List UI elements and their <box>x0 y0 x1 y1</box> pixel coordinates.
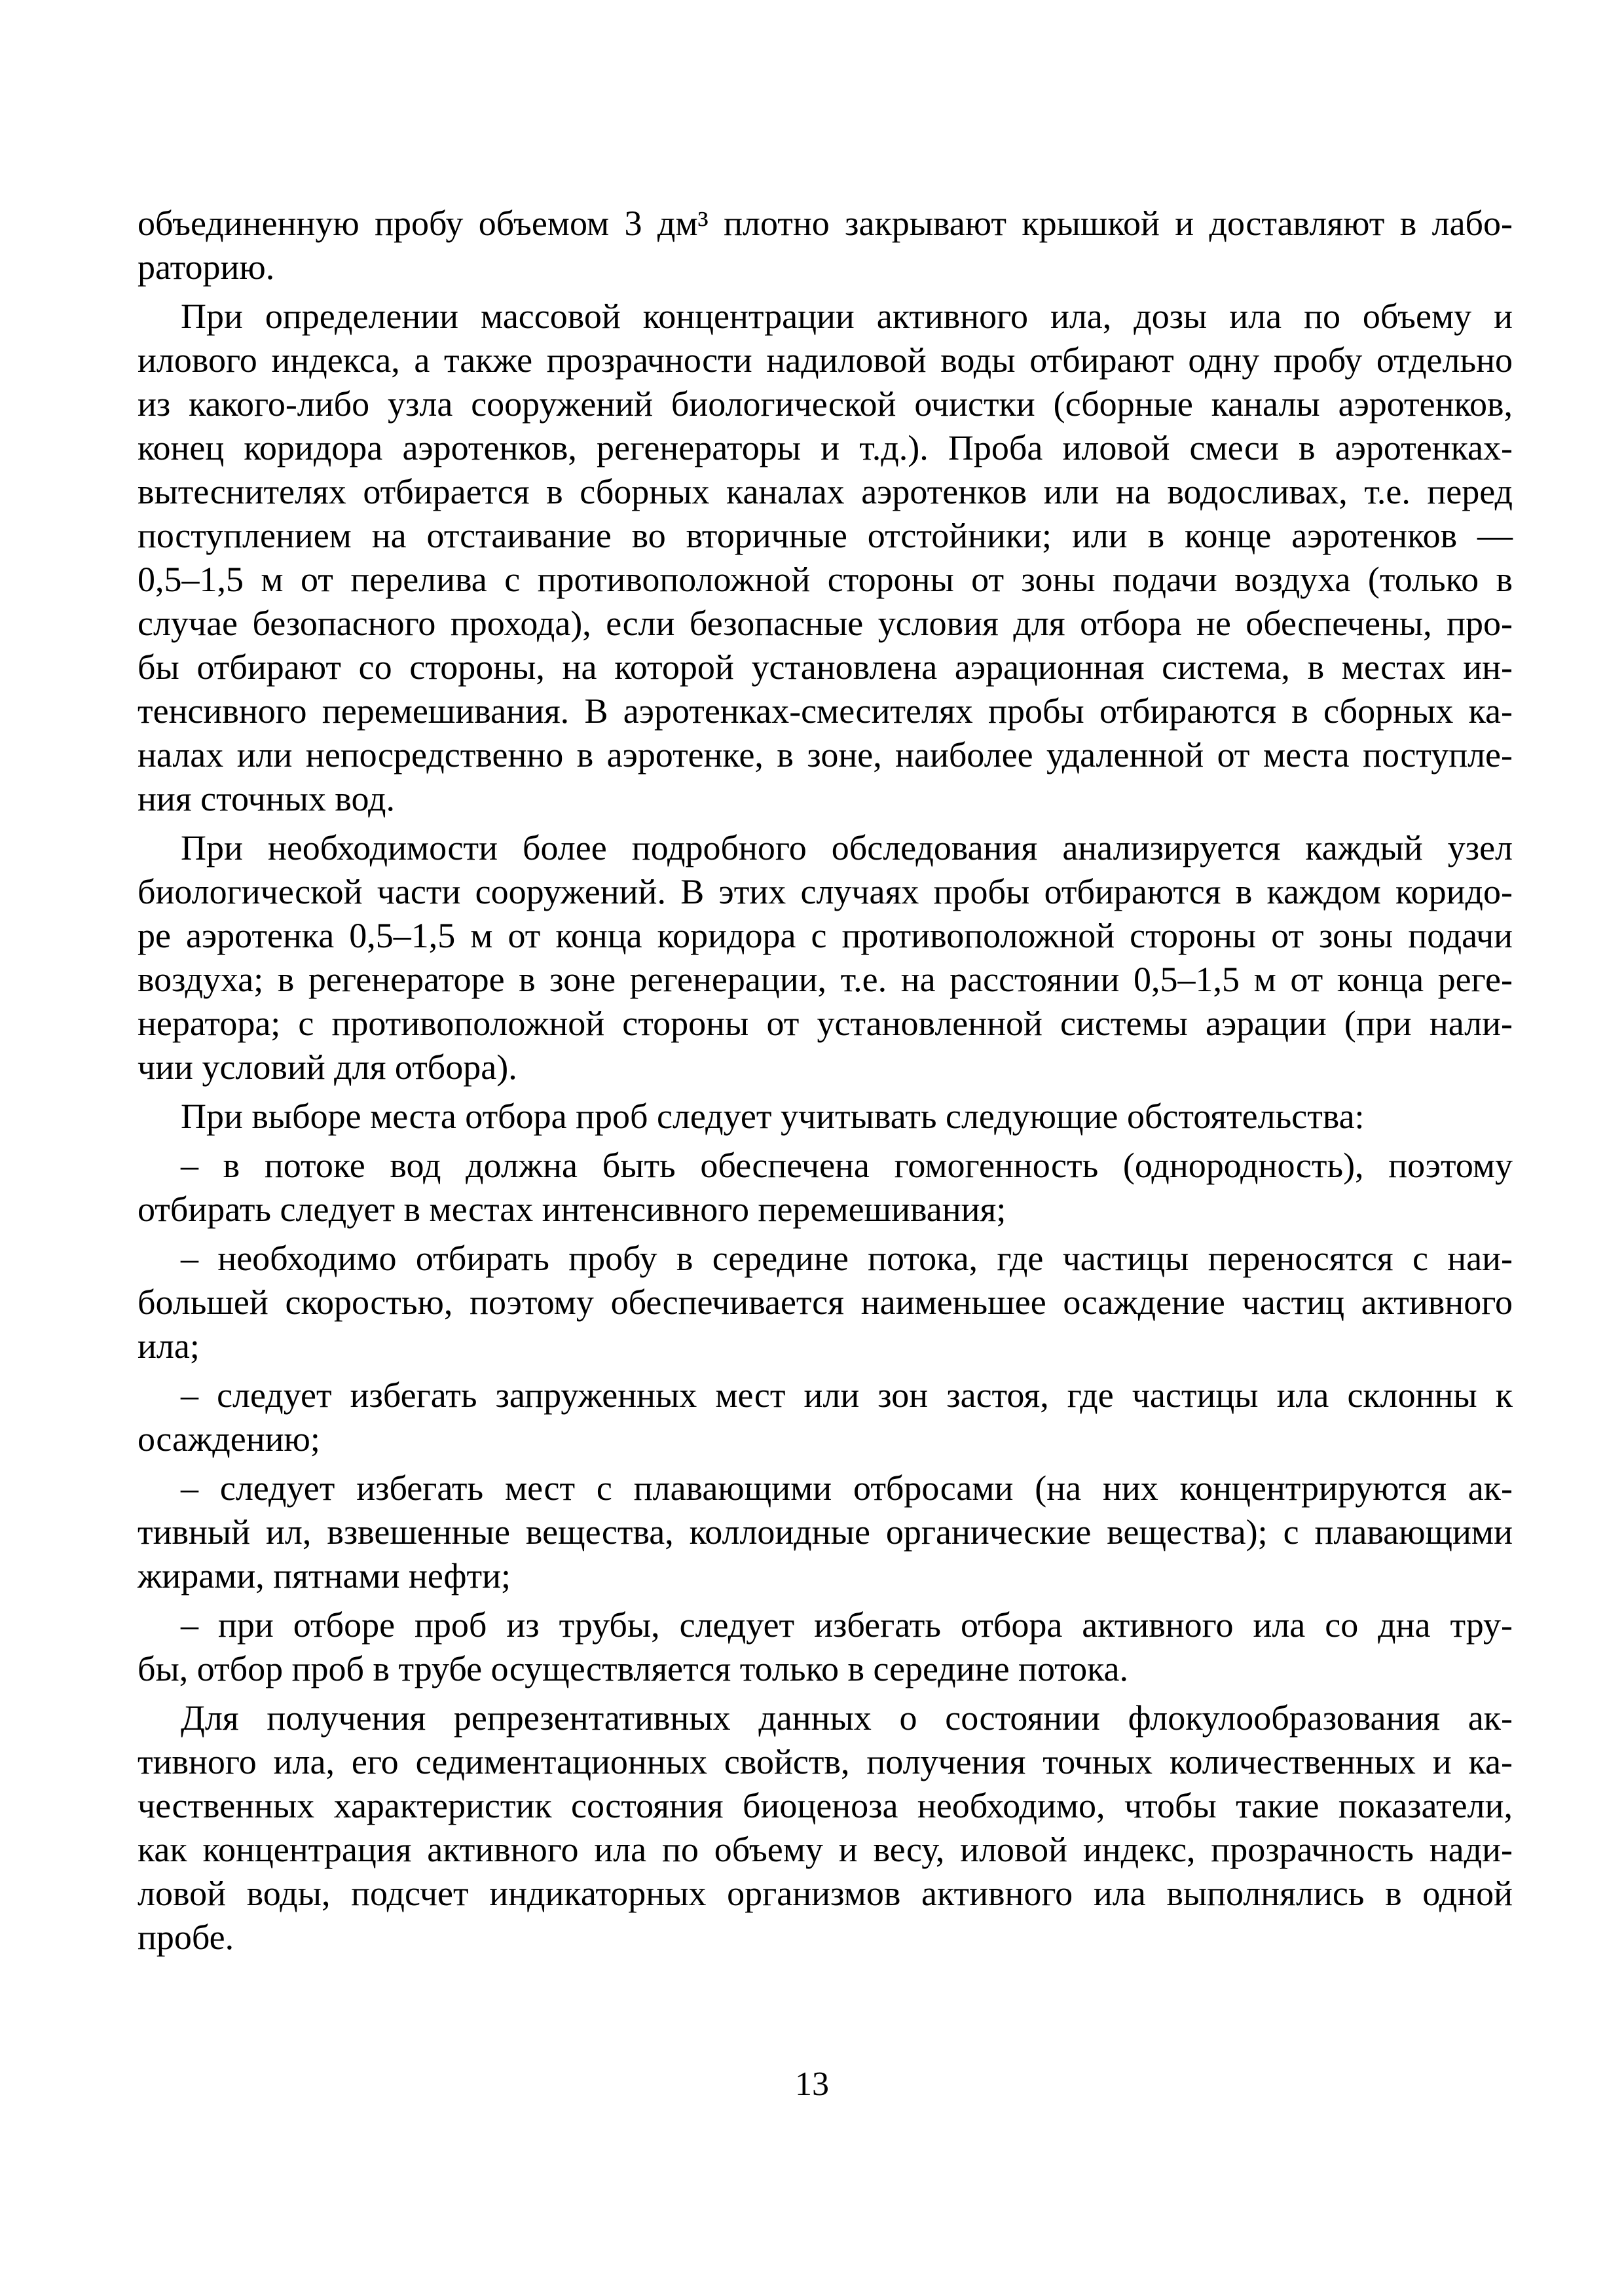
text-line: илового индекса, а также прозрачности надиловой воды отбирают одну пробу отдельно <box>138 340 1513 380</box>
text-line: пробе. <box>138 1918 234 1957</box>
text-line: – при отборе проб из трубы, следует избегать отбора активного ила со дна тру- <box>181 1605 1513 1645</box>
text-line: тивного ила, его седиментационных свойств, получения точных количественных и ка- <box>138 1742 1513 1781</box>
text-line: При выборе места отбора проб следует учитывать следующие обстоятельства: <box>181 1097 1365 1136</box>
paragraph <box>138 295 1513 821</box>
text-line: тивный ил, взвешенные вещества, коллоидные органические вещества); с плавающими <box>138 1512 1513 1552</box>
paragraph <box>138 1237 1513 1368</box>
text-line: нератора; с противоположной стороны от установленной системы аэрации (при нали- <box>138 1004 1513 1043</box>
text-line: – в потоке вод должна быть обеспечена гомогенность (однородность), поэтому <box>181 1146 1513 1185</box>
text-line: ила; <box>138 1326 200 1366</box>
text-line: чии условий для отбора). <box>138 1048 517 1087</box>
text-line: бы отбирают со стороны, на которой установлена аэрационная система, в местах ин- <box>138 647 1513 687</box>
page-number: 13 <box>795 2066 829 2103</box>
text-line: чественных характеристик состояния биоценоза необходимо, чтобы такие показатели, <box>138 1786 1513 1825</box>
paragraph <box>138 1603 1513 1691</box>
text-line: – следует избегать запруженных мест или зон застоя, где частицы ила склонны к <box>181 1376 1513 1415</box>
text-line: налах или непосредственно в аэротенке, в зоне, наиболее удаленной от места поступле- <box>138 735 1513 774</box>
text-line: 0,5–1,5 м от перелива с противоположной стороны от зоны подачи воздуха (только в <box>138 560 1513 599</box>
paragraph <box>138 1696 1513 1959</box>
text-line: поступлением на отстаивание во вторичные отстойники; или в конце аэротенков — <box>138 516 1513 555</box>
text-line: большей скоростью, поэтому обеспечивается наименьшее осаждение частиц активного <box>138 1283 1513 1322</box>
paragraph <box>138 202 1513 289</box>
text-line: ловой воды, подсчет индикаторных организмов активного ила выполнялись в одной <box>138 1874 1513 1913</box>
text-line: жирами, пятнами нефти; <box>138 1556 511 1595</box>
text-line: отбирать следует в местах интенсивного перемешивания; <box>138 1190 1006 1229</box>
text-line: При определении массовой концентрации активного ила, дозы ила по объему и <box>181 297 1513 336</box>
paragraph <box>138 1374 1513 1461</box>
paragraph <box>138 1095 1513 1139</box>
text-line: – необходимо отбирать пробу в середине потока, где частицы переносятся с наи- <box>181 1239 1513 1278</box>
text-line: раторию. <box>138 247 275 287</box>
text-line: конец коридора аэротенков, регенераторы и т.д.). Проба иловой смеси в аэротенках- <box>138 428 1513 467</box>
text-line: случае безопасного прохода), если безопасные условия для отбора не обеспечены, про- <box>138 604 1513 643</box>
text-line: осаждению; <box>138 1419 320 1459</box>
text-line: из какого-либо узла сооружений биологической очистки (сборные каналы аэротенков, <box>138 384 1513 424</box>
text-line: воздуха; в регенераторе в зоне регенерации, т.е. на расстоянии 0,5–1,5 м от конца реге- <box>138 960 1513 999</box>
text-line: объединенную пробу объемом 3 дм³ плотно закрывают крышкой и доставляют в лабо- <box>138 204 1513 243</box>
text-line: как концентрация активного ила по объему и весу, иловой индекс, прозрачность нади- <box>138 1830 1513 1869</box>
text-line: вытеснителях отбирается в сборных каналах аэротенков или на водосливах, т.е. перед <box>138 472 1513 511</box>
text-line: При необходимости более подробного обследования анализируется каждый узел <box>181 828 1513 867</box>
text-line: ре аэротенка 0,5–1,5 м от конца коридора с противоположной стороны от зоны подачи <box>138 916 1513 955</box>
text-line: – следует избегать мест с плавающими отбросами (на них концентрируются ак- <box>181 1468 1513 1508</box>
text-line: биологической части сооружений. В этих случаях пробы отбираются в каждом коридо- <box>138 872 1513 911</box>
text-line: тенсивного перемешивания. В аэротенках-смесителях пробы отбираются в сборных ка- <box>138 691 1513 731</box>
text-block <box>138 202 1513 1959</box>
paragraph <box>138 1467 1513 1598</box>
text-line: ния сточных вод. <box>138 779 395 818</box>
paragraph <box>138 826 1513 1089</box>
paragraph <box>138 1144 1513 1231</box>
text-line: бы, отбор проб в трубе осуществляется только в середине потока. <box>138 1649 1129 1688</box>
text-line: Для получения репрезентативных данных о состоянии флокулообразования ак- <box>181 1698 1513 1738</box>
